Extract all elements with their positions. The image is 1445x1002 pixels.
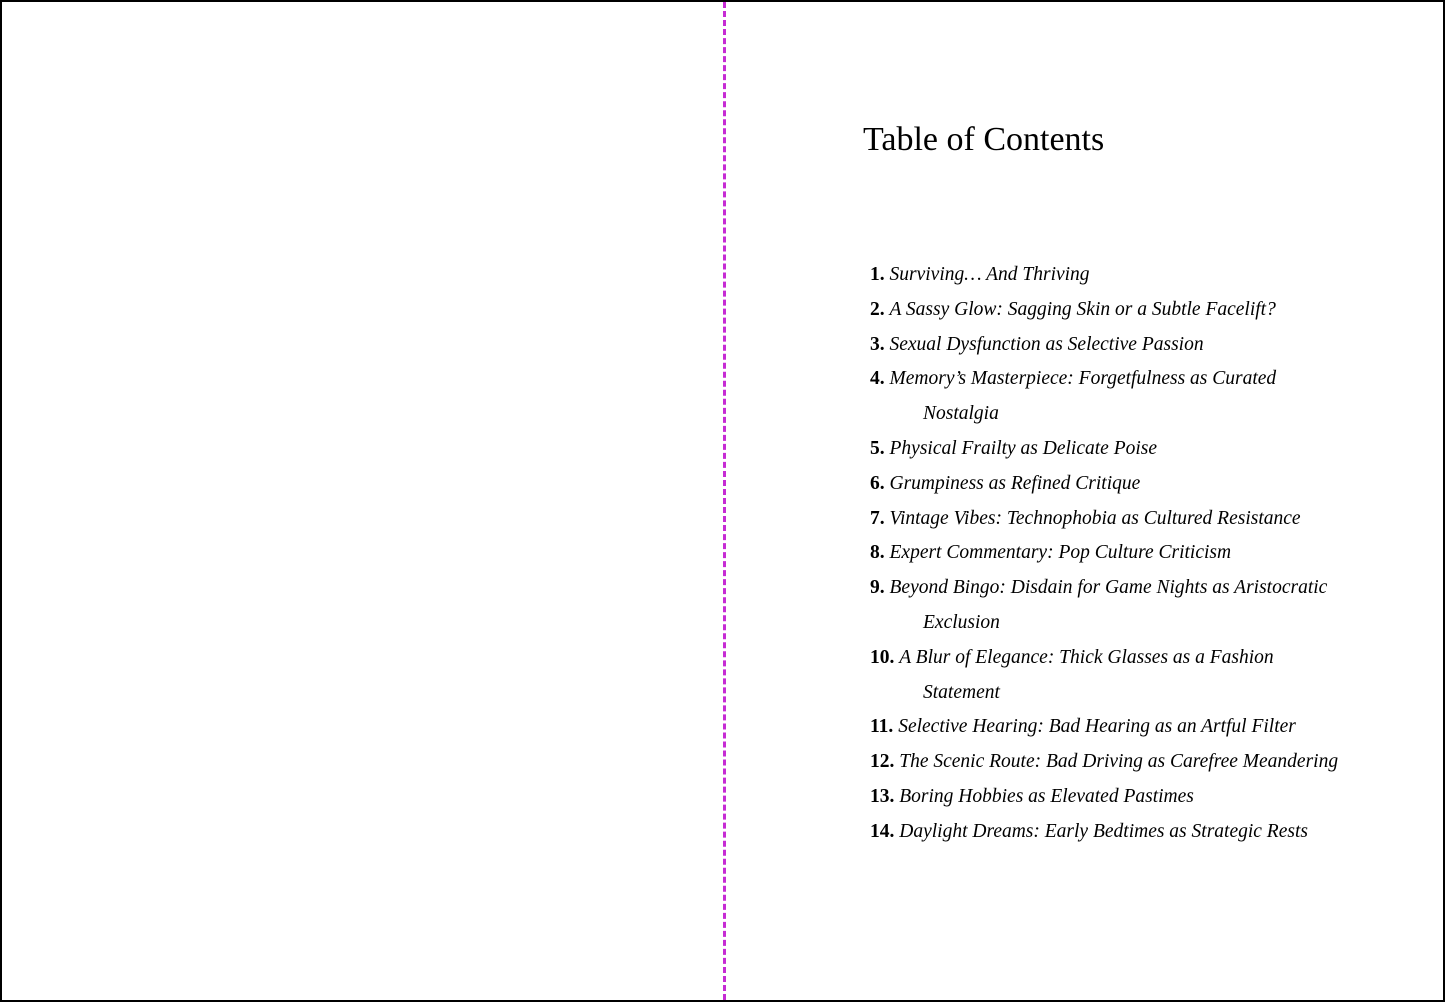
toc-entry [870, 571, 1340, 641]
toc-entry-title: Beyond Bingo: Disdain for Game Nights as Aristocratic Exclusion [889, 577, 1328, 633]
toc-entry-number: 5. [870, 437, 885, 459]
toc-entry [870, 780, 1340, 815]
toc-entry-title: A Blur of Elegance: Thick Glasses as a Fashion Statement [899, 646, 1274, 703]
toc-entry-title: Physical Frailty as Delicate Poise [889, 437, 1158, 459]
toc-entry-number: 12. [870, 751, 895, 773]
toc-entry-title: Surviving… And Thriving [889, 264, 1090, 285]
toc-entry-title: Selective Hearing: Bad Hearing as an Artful Filter [898, 716, 1296, 738]
toc-entry-title: Memory’s Masterpiece: Forgetfulness as Curated Nostalgia [889, 368, 1277, 425]
toc-entry [870, 641, 1340, 711]
toc-entry-number: 6. [870, 472, 885, 494]
toc-entry [870, 815, 1340, 850]
toc-entry-title: A Sassy Glow: Sagging Skin or a Subtle Facelift? [889, 298, 1276, 320]
toc-entry-number: 9. [870, 577, 885, 599]
toc-entry-number: 14. [870, 820, 895, 842]
toc-entry-number: 4. [870, 368, 885, 390]
toc-entry-number: 11. [870, 716, 894, 738]
toc-entry [870, 293, 1340, 328]
toc-entry [870, 467, 1340, 502]
toc-entry-title: Daylight Dreams: Early Bedtimes as Strategic Rests [899, 820, 1308, 842]
toc-entry-number: 8. [870, 542, 885, 564]
toc-entry [870, 710, 1340, 745]
toc-entry-title: The Scenic Route: Bad Driving as Carefree Meandering [899, 751, 1339, 773]
right-page [726, 2, 1443, 1000]
toc-entry [870, 432, 1340, 467]
toc-entry-number: 1. [870, 264, 885, 285]
toc-entry-number: 7. [870, 507, 885, 529]
toc-entry [870, 745, 1340, 780]
toc-list [870, 258, 1340, 850]
toc-entry-number: 2. [870, 298, 885, 320]
toc-entry-number: 3. [870, 333, 885, 355]
toc-entry [870, 328, 1340, 363]
toc-entry-title: Sexual Dysfunction as Selective Passion [889, 333, 1204, 355]
toc-entry-title: Vintage Vibes: Technophobia as Cultured Resistance [889, 507, 1301, 529]
toc-entry-number: 10. [870, 646, 895, 668]
toc-entry [870, 536, 1340, 571]
toc-entry [870, 362, 1340, 432]
toc-entry-title: Grumpiness as Refined Critique [889, 472, 1141, 494]
toc-entry-title: Boring Hobbies as Elevated Pastimes [899, 785, 1194, 807]
page-title: Table of Contents [863, 121, 1105, 158]
toc-entry [870, 502, 1340, 537]
toc-entry-title: Expert Commentary: Pop Culture Criticism [889, 542, 1232, 564]
toc-entry [870, 258, 1340, 293]
toc-entry-number: 13. [870, 785, 895, 807]
left-page-blank [2, 2, 723, 1000]
